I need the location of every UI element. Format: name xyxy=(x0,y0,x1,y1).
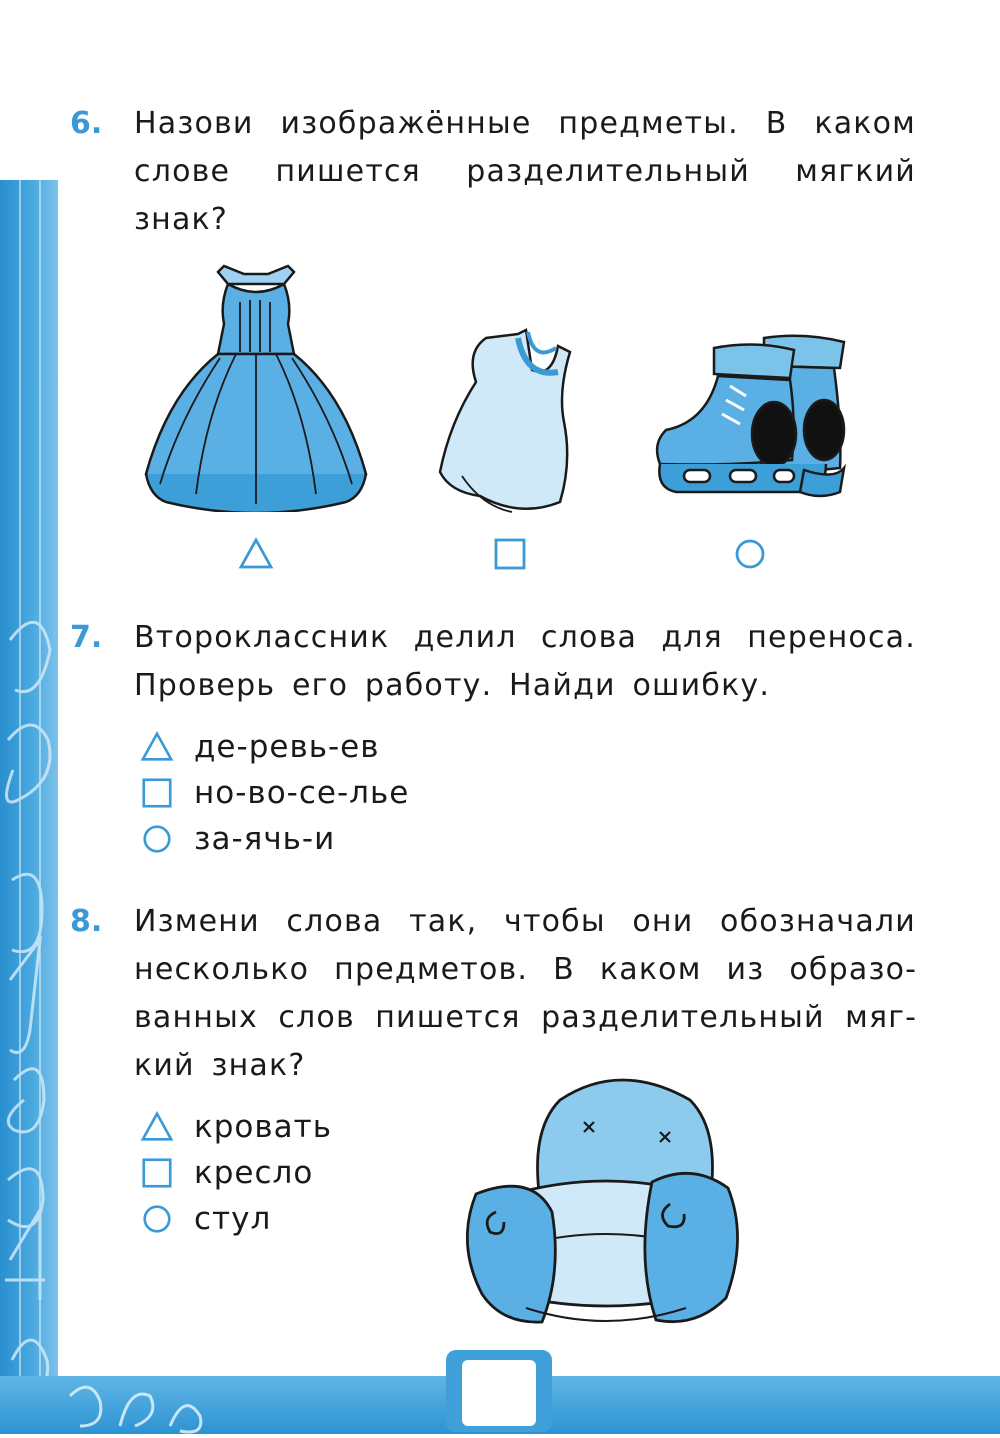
task-question: Назови изображённые предметы. В каком слове пишется разделительный мягкий знак? xyxy=(134,106,916,237)
option-label: но-во-се-лье xyxy=(194,775,410,811)
circle-mark-icon[interactable] xyxy=(140,822,174,856)
triangle-mark-icon[interactable] xyxy=(140,730,174,764)
task-8 xyxy=(70,898,920,1088)
decorative-side-band xyxy=(0,180,58,1434)
triangle-mark-icon[interactable] xyxy=(238,536,274,572)
circle-mark-icon[interactable] xyxy=(140,1202,174,1236)
option-label: стул xyxy=(194,1201,272,1237)
task-7 xyxy=(70,614,920,714)
page-number-box xyxy=(462,1360,536,1426)
option-label: за-ячь-и xyxy=(194,821,336,857)
task-number: 8. xyxy=(70,904,103,939)
task-question: Измени слова так, чтобы они обозначали несколько предметов. В каком из образованных слов пишется разделительный мягкий знак? xyxy=(134,904,916,1083)
square-mark-icon[interactable] xyxy=(140,1156,174,1190)
answer-option[interactable] xyxy=(140,770,409,816)
task-question: Второклассник делил слова для переноса. Проверь его работу. Найди ошибку. xyxy=(134,620,916,703)
answer-option[interactable] xyxy=(140,724,380,770)
answer-option[interactable] xyxy=(140,1196,271,1242)
circle-mark-icon[interactable] xyxy=(732,536,768,572)
armchair-icon xyxy=(466,1076,746,1332)
square-mark-icon[interactable] xyxy=(140,776,174,810)
square-mark-icon[interactable] xyxy=(492,536,528,572)
answer-option[interactable] xyxy=(140,1104,332,1150)
option-label: де-ревь-ев xyxy=(194,729,380,765)
answer-option[interactable] xyxy=(140,816,335,862)
task-number: 7. xyxy=(70,620,103,655)
skates-icon xyxy=(654,330,850,500)
option-label: кровать xyxy=(194,1109,332,1145)
triangle-mark-icon[interactable] xyxy=(140,1110,174,1144)
dress-icon xyxy=(140,262,372,512)
vest-icon xyxy=(432,326,588,518)
cursive-letters-decoration xyxy=(0,180,58,1434)
option-label: кресло xyxy=(194,1155,314,1191)
task-6 xyxy=(70,100,920,250)
task-number: 6. xyxy=(70,106,103,141)
answer-option[interactable] xyxy=(140,1150,313,1196)
